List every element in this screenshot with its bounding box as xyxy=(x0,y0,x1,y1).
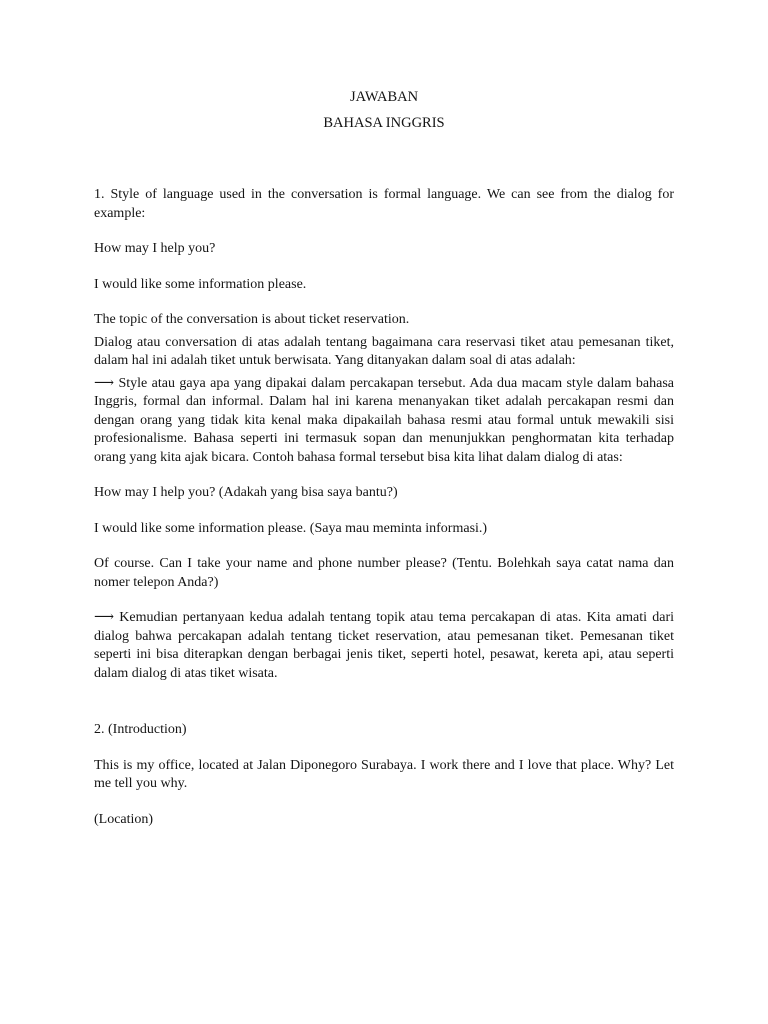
paragraph-dialog-line-1: How may I help you? xyxy=(94,241,216,256)
paragraph-topic-explanation: ⟶ Kemudian pertanyaan kedua adalah tentang topik atau tema percakapan di atas. Kita amati dari dialog bahwa percakapan adalah tentang ticket reservation, atau pemesanan tiket. Pemesanan tiket seperti ini bisa diterapkan dengan berbagai jenis tiket, seperti hotel, pesawat, kereta api, atau seperti dalam dialog di atas tiket wisata. xyxy=(94,610,674,681)
paragraph-dialog-line-2: I would like some information please. xyxy=(94,276,307,292)
paragraph-style-explanation: ⟶ Style atau gaya apa yang dipakai dalam percakapan tersebut. Ada dua macam style dalam bahasa Inggris, formal dan informal. Dalam hal ini karena menanyakan tiket adalah percakapan resmi dan dengan orang yang tidak kita kenal maka dipakailah bahasa resmi atau formal untuk mewakili sisi profesionalisme. Bahasa seperti ini termasuk sopan dan menunjukkan penghormatan kita terhadap orang yang kita ajak bicara. Contoh bahasa formal tersebut bisa kita lihat dalam dialog di atas: xyxy=(94,375,674,465)
document-title: JAWABAN xyxy=(349,89,419,105)
paragraph-example-3: Of course. Can I take your name and phone number please? (Tentu. Bolehkah saya catat nama dan nomer telepon Anda?) xyxy=(94,556,674,590)
paragraph-example-2: I would like some information please. (Saya mau meminta informasi.) xyxy=(94,520,488,536)
paragraph-example-1: How may I help you? (Adakah yang bisa saya bantu?) xyxy=(94,485,398,500)
paragraph-topic: The topic of the conversation is about ticket reservation. xyxy=(94,312,410,327)
paragraph-question-1: 1. Style of language used in the conversation is formal language. We can see from the dialog for example: xyxy=(94,187,674,221)
paragraph-explanation-intro: Dialog atau conversation di atas adalah tentang bagaimana cara reservasi tiket atau pemesanan tiket, dalam hal ini adalah tiket untuk berwisata. Yang ditanyakan dalam soal di atas adalah: xyxy=(94,334,674,368)
paragraph-introduction: This is my office, located at Jalan Diponegoro Surabaya. I work there and I love that place. Why? Let me tell you why. xyxy=(94,757,674,791)
paragraph-question-2: 2. (Introduction) xyxy=(94,722,187,737)
document-subtitle: BAHASA INGGRIS xyxy=(323,115,445,131)
document-page xyxy=(94,88,674,829)
paragraph-location-heading: (Location) xyxy=(94,811,154,827)
